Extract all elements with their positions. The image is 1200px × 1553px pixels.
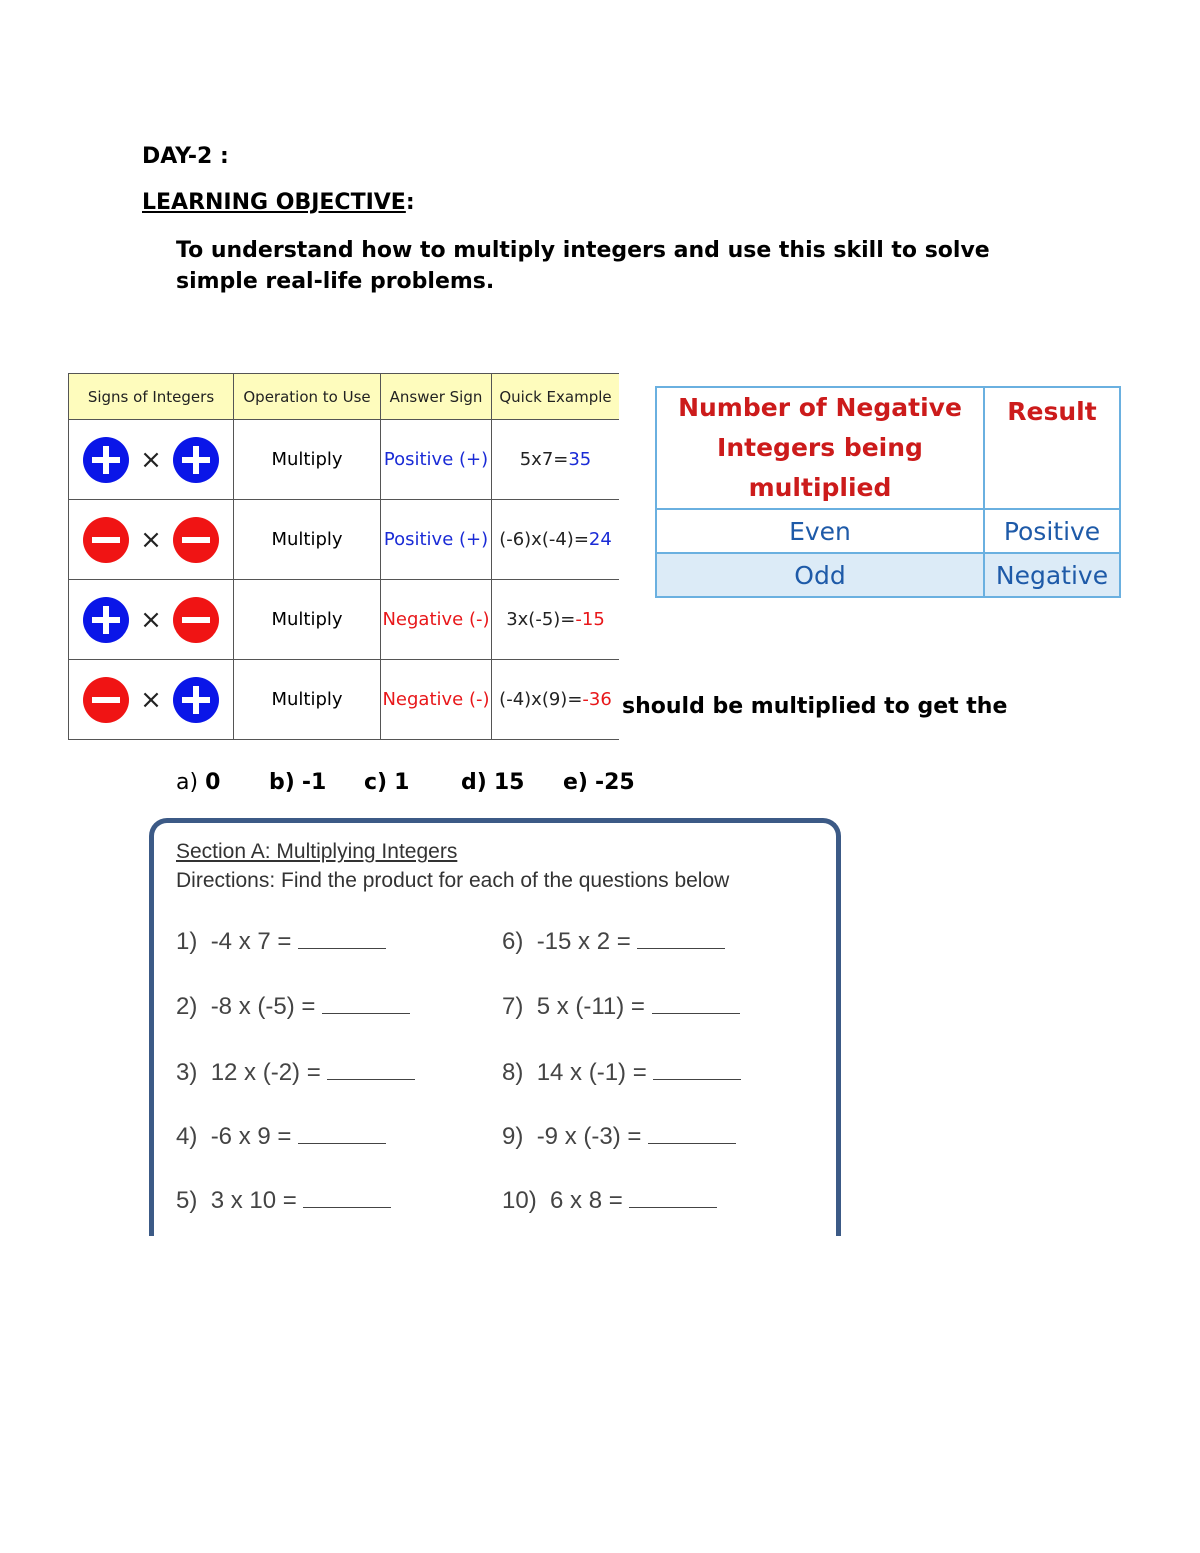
times-symbol: × [140, 684, 162, 715]
sign-rules-header-row [69, 374, 620, 420]
operation-cell: Multiply [234, 660, 381, 740]
signs-cell [69, 500, 234, 580]
answer-blank [653, 1061, 741, 1080]
parity-result-cell: Positive [984, 509, 1120, 553]
parity-header-row [656, 387, 1120, 509]
option-e: e) -25 [563, 770, 635, 795]
parity-result-table [655, 386, 1121, 598]
example-result: -36 [582, 689, 612, 710]
operation-cell: Multiply [234, 420, 381, 500]
option-c: c) 1 [364, 770, 410, 795]
operation-cell: Multiply [234, 500, 381, 580]
option-b: b) -1 [269, 770, 327, 795]
table-row [656, 509, 1120, 553]
table-row [656, 553, 1120, 597]
day-heading: DAY-2 : [142, 144, 229, 169]
answer-blank [652, 995, 740, 1014]
question-fragment: should be multiplied to get the [622, 694, 1008, 719]
worksheet-title: Section A: Multiplying Integers [176, 840, 458, 863]
objective-line-1: To understand how to multiply integers and use this skill to solve [176, 238, 990, 263]
sign-rules-table [68, 373, 619, 740]
operation-cell: Multiply [234, 580, 381, 660]
table-row [69, 660, 620, 740]
parity-header-line-2: Integers being multiplied [717, 433, 923, 502]
minus-circle-icon [172, 516, 220, 564]
header-quick-example: Quick Example [492, 374, 620, 420]
answer-blank [298, 930, 386, 949]
worksheet-crop-edge [140, 1236, 850, 1276]
parity-header-result: Result [984, 387, 1120, 509]
times-symbol: × [140, 524, 162, 555]
example-result: 24 [588, 529, 612, 550]
table-row [69, 500, 620, 580]
answer-blank [298, 1125, 386, 1144]
worksheet-directions: Directions: Find the product for each of the questions below [176, 869, 730, 892]
example-result: -15 [575, 609, 605, 630]
option-a: a) 0 [176, 770, 221, 795]
objective-line-2: simple real-life problems. [176, 269, 495, 294]
example-expression: (-6)x(-4)= [499, 529, 589, 550]
header-signs: Signs of Integers [69, 374, 234, 420]
parity-count-cell: Even [656, 509, 984, 553]
times-symbol: × [140, 444, 162, 475]
learning-objective-text: LEARNING OBJECTIVE [142, 190, 406, 215]
objective-text [176, 235, 1076, 297]
minus-circle-icon [172, 596, 220, 644]
example-expression: (-4)x(9)= [499, 689, 583, 710]
times-symbol: × [140, 604, 162, 635]
example-expression: 3x(-5)= [506, 609, 576, 630]
question-item: 3) 12 x (-2) = [176, 1059, 415, 1087]
answer-options [176, 770, 635, 795]
question-item: 6) -15 x 2 = [502, 928, 725, 956]
answer-sign-cell: Negative (-) [381, 580, 492, 660]
header-answer-sign: Answer Sign [381, 374, 492, 420]
option-d: d) 15 [461, 770, 525, 795]
plus-circle-icon [82, 596, 130, 644]
example-cell [492, 660, 620, 740]
question-item: 2) -8 x (-5) = [176, 993, 410, 1021]
plus-circle-icon [82, 436, 130, 484]
example-cell [492, 500, 620, 580]
example-result: 35 [568, 449, 592, 470]
answer-blank [648, 1125, 736, 1144]
example-cell [492, 580, 620, 660]
answer-sign-cell: Positive (+) [381, 500, 492, 580]
table-row [69, 420, 620, 500]
answer-blank [303, 1189, 391, 1208]
answer-blank [322, 995, 410, 1014]
question-item: 9) -9 x (-3) = [502, 1123, 736, 1151]
minus-circle-icon [82, 516, 130, 564]
parity-count-cell: Odd [656, 553, 984, 597]
plus-circle-icon [172, 436, 220, 484]
signs-cell [69, 580, 234, 660]
parity-result-cell: Negative [984, 553, 1120, 597]
signs-cell [69, 660, 234, 740]
answer-blank [629, 1189, 717, 1208]
plus-circle-icon [172, 676, 220, 724]
parity-header-count [656, 387, 984, 509]
question-item: 8) 14 x (-1) = [502, 1059, 741, 1087]
question-item: 4) -6 x 9 = [176, 1123, 386, 1151]
learning-objective-label [142, 187, 415, 218]
question-item: 10) 6 x 8 = [502, 1187, 717, 1215]
question-item: 5) 3 x 10 = [176, 1187, 391, 1215]
answer-blank [637, 930, 725, 949]
question-item: 1) -4 x 7 = [176, 928, 386, 956]
example-expression: 5x7= [519, 449, 569, 470]
answer-blank [327, 1061, 415, 1080]
signs-cell [69, 420, 234, 500]
table-row [69, 580, 620, 660]
minus-circle-icon [82, 676, 130, 724]
example-cell [492, 420, 620, 500]
question-item: 7) 5 x (-11) = [502, 993, 740, 1021]
learning-objective-colon: : [405, 190, 415, 215]
header-operation: Operation to Use [234, 374, 381, 420]
parity-header-line-1: Number of Negative [678, 393, 962, 422]
answer-sign-cell: Positive (+) [381, 420, 492, 500]
answer-sign-cell: Negative (-) [381, 660, 492, 740]
